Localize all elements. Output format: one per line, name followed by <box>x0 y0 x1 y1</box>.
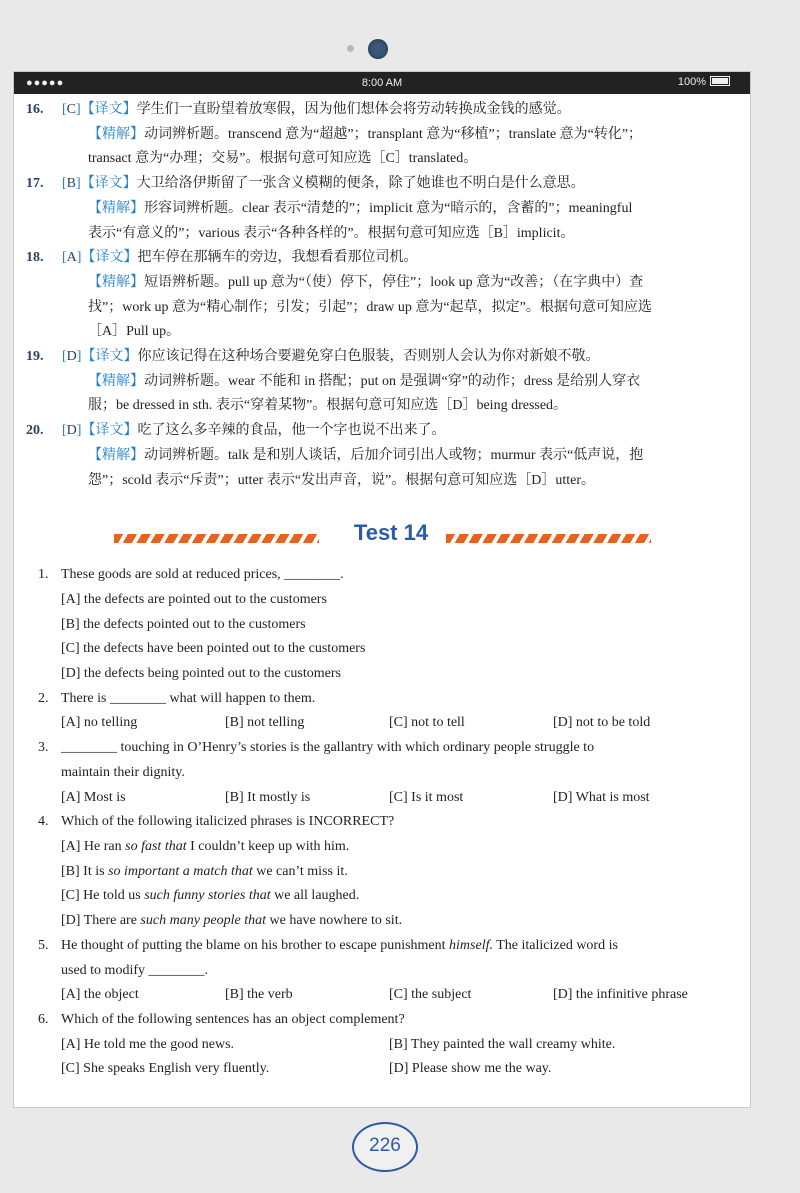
answer-translation-line: [A]【译文】把车停在那辆车的旁边，我想看看那位司机。 <box>62 250 418 266</box>
translation-tag: 【译文】 <box>81 250 138 266</box>
question-4 <box>26 810 736 934</box>
translation-text: 学生们一直盼望着放寒假，因为他们想体会将劳动转换成金钱的感觉。 <box>136 102 571 117</box>
option-d[interactable]: [D] the defects being pointed out to the customers <box>61 666 341 682</box>
answer-letter: D <box>66 423 77 439</box>
option-d[interactable]: [D] not to be told <box>553 715 651 731</box>
option-a[interactable]: [A] Most is <box>61 789 126 805</box>
analysis-line: 【精解】形容词辨析题。clear 表示“清楚的”；implicit 意为“暗示的，含蓄的”；meaningful <box>88 200 633 216</box>
option-d[interactable]: [D] the infinitive phrase <box>553 987 688 1003</box>
page-content <box>26 98 736 1082</box>
analysis-line: ［A］Pull up。 <box>88 324 181 340</box>
decorative-stripe-right <box>446 534 651 543</box>
analysis-line: 怨”；scold 表示“斥责”；utter 表示“发出声音，说”。根据句意可知应选［D］utter。 <box>88 472 596 488</box>
option-d[interactable]: [D] Please show me the way. <box>389 1061 552 1077</box>
question-number: 4. <box>38 814 49 830</box>
question-stem: He thought of putting the blame on his brother to escape punishment himself. The italicized word is <box>61 937 618 953</box>
question-number: 3. <box>38 740 49 756</box>
answer-letter: C <box>66 102 77 117</box>
camera-icon <box>368 39 388 59</box>
tablet-screen <box>13 71 751 1108</box>
analysis-line: 【精解】动词辨析题。wear 不能和 in 搭配；put on 是强调“穿”的动作；dress 是给别人穿衣 <box>88 373 641 389</box>
battery-icon <box>710 76 730 86</box>
question-stem: Which of the following italicized phrases is INCORRECT? <box>61 814 395 830</box>
option-a[interactable]: [A] no telling <box>61 715 138 731</box>
answer-letter: A <box>66 250 77 266</box>
analysis-line: 【精解】动词辨析题。talk 是和别人谈话，后加介词引出人或物；murmur 表示“低声说，抱 <box>88 447 644 463</box>
option-d[interactable]: [D] There are such many people that we have nowhere to sit. <box>61 913 403 929</box>
battery-indicator <box>678 76 730 88</box>
test-title: Test 14 <box>353 520 429 546</box>
option-a[interactable]: [A] He ran so fast that I couldn’t keep up with him. <box>61 838 350 854</box>
answer-number: 20. <box>26 423 44 439</box>
question-stem: There is ________ what will happen to them. <box>61 690 316 706</box>
option-b[interactable]: [B] It is so important a match that we can’t miss it. <box>61 863 348 879</box>
option-b[interactable]: [B] They painted the wall creamy white. <box>389 1036 616 1052</box>
answer-translation-line: [C]【译文】学生们一直盼望着放寒假，因为他们想体会将劳动转换成金钱的感觉。 <box>62 102 571 117</box>
option-d[interactable]: [D] What is most <box>553 789 650 805</box>
analysis-tag: 【精解】 <box>88 126 144 142</box>
option-b[interactable]: [B] the defects pointed out to the customers <box>61 616 306 632</box>
decorative-stripe-left <box>114 534 319 543</box>
answer-number: 16. <box>26 102 44 117</box>
analysis-tag: 【精解】 <box>88 200 144 216</box>
question-stem: Which of the following sentences has an object complement? <box>61 1011 405 1027</box>
question-stem-cont: used to modify ________. <box>61 962 208 978</box>
question-number: 1. <box>38 567 49 583</box>
option-a[interactable]: [A] the object <box>61 987 139 1003</box>
option-c[interactable]: [C] Is it most <box>389 789 464 805</box>
analysis-line: transact 意为“办理；交易”。根据句意可知应选［C］translated。 <box>88 151 478 167</box>
question-stem: ________ touching in O’Henry’s stories is the gallantry with which ordinary people struggle to <box>61 740 595 756</box>
translation-text: 吃了这么多辛辣的食品，他一个字也说不出来了。 <box>137 423 446 439</box>
analysis-line: 表示“有意义的”；various 表示“各种各样的”。根据句意可知应选［B］implicit。 <box>88 225 575 241</box>
front-sensor <box>347 45 354 52</box>
question-5 <box>26 934 736 1008</box>
answer-translation-line: [D]【译文】你应该记得在这种场合要避免穿白色服装，否则别人会认为你对新娘不敬。 <box>62 349 600 365</box>
answer-item <box>26 98 736 172</box>
answer-translation-line: [D]【译文】吃了这么多辛辣的食品，他一个字也说不出来了。 <box>62 423 446 439</box>
test-header <box>26 521 736 555</box>
question-stem-cont: maintain their dignity. <box>61 764 185 780</box>
option-c[interactable]: [C] the defects have been pointed out to the customers <box>61 641 366 657</box>
option-b[interactable]: [B] not telling <box>225 715 305 731</box>
translation-tag: 【译文】 <box>80 176 137 192</box>
battery-percent: 100% <box>677 76 706 88</box>
answer-number: 17. <box>26 176 44 192</box>
option-a[interactable]: [A] He told me the good news. <box>61 1036 235 1052</box>
answer-item <box>26 172 736 246</box>
page-number: 226 <box>352 1122 418 1172</box>
option-b[interactable]: [B] the verb <box>225 987 293 1003</box>
answer-item <box>26 419 736 493</box>
analysis-tag: 【精解】 <box>88 274 144 290</box>
question-number: 6. <box>38 1011 49 1027</box>
translation-text: 把车停在那辆车的旁边，我想看看那位司机。 <box>137 250 418 266</box>
analysis-line: 找”；work up 意为“精心制作；引发；引起”；draw up 意为“起草，拟定”。根据句意可知应选 <box>88 299 652 315</box>
status-time: 8:00 AM <box>361 77 403 89</box>
translation-tag: 【译文】 <box>80 102 137 117</box>
translation-tag: 【译文】 <box>81 423 138 439</box>
answer-number: 19. <box>26 349 44 365</box>
analysis-line: 【精解】动词辨析题。transcend 意为“超越”；transplant 意为“移植”；translate 意为“转化”； <box>88 126 643 142</box>
analysis-line: 【精解】短语辨析题。pull up 意为“（使）停下，停住”；look up 意为“改善；（在字典中）查 <box>88 274 644 290</box>
question-number: 5. <box>38 937 49 953</box>
option-c[interactable]: [C] not to tell <box>389 715 465 731</box>
answer-item <box>26 345 736 419</box>
translation-tag: 【译文】 <box>81 349 138 365</box>
signal-icon: ●●●●● <box>26 77 65 89</box>
question-6 <box>26 1008 736 1082</box>
answer-letter: B <box>66 176 77 192</box>
question-number: 2. <box>38 690 49 706</box>
option-c[interactable]: [C] He told us such funny stories that we all laughed. <box>61 888 360 904</box>
answer-letter: D <box>66 349 77 365</box>
question-3 <box>26 736 736 810</box>
answer-translation-line: [B]【译文】大卫给洛伊斯留了一张含义模糊的便条，除了她谁也不明白是什么意思。 <box>62 176 585 192</box>
analysis-line: 服；be dressed in sth. 表示“穿着某物”。根据句意可知应选［D］being dressed。 <box>88 398 568 414</box>
option-a[interactable]: [A] the defects are pointed out to the customers <box>61 591 327 607</box>
question-1 <box>26 563 736 687</box>
question-stem: These goods are sold at reduced prices, ________. <box>61 567 344 583</box>
option-c[interactable]: [C] She speaks English very fluently. <box>61 1061 270 1077</box>
option-b[interactable]: [B] It mostly is <box>225 789 311 805</box>
translation-text: 你应该记得在这种场合要避免穿白色服装，否则别人会认为你对新娘不敬。 <box>137 349 600 365</box>
question-2 <box>26 687 736 736</box>
answer-item <box>26 246 736 345</box>
analysis-tag: 【精解】 <box>88 447 144 463</box>
option-c[interactable]: [C] the subject <box>389 987 472 1003</box>
answer-number: 18. <box>26 250 44 266</box>
translation-text: 大卫给洛伊斯留了一张含义模糊的便条，除了她谁也不明白是什么意思。 <box>136 176 585 192</box>
analysis-tag: 【精解】 <box>88 373 144 389</box>
status-bar <box>14 72 750 94</box>
answer-section <box>26 98 736 493</box>
